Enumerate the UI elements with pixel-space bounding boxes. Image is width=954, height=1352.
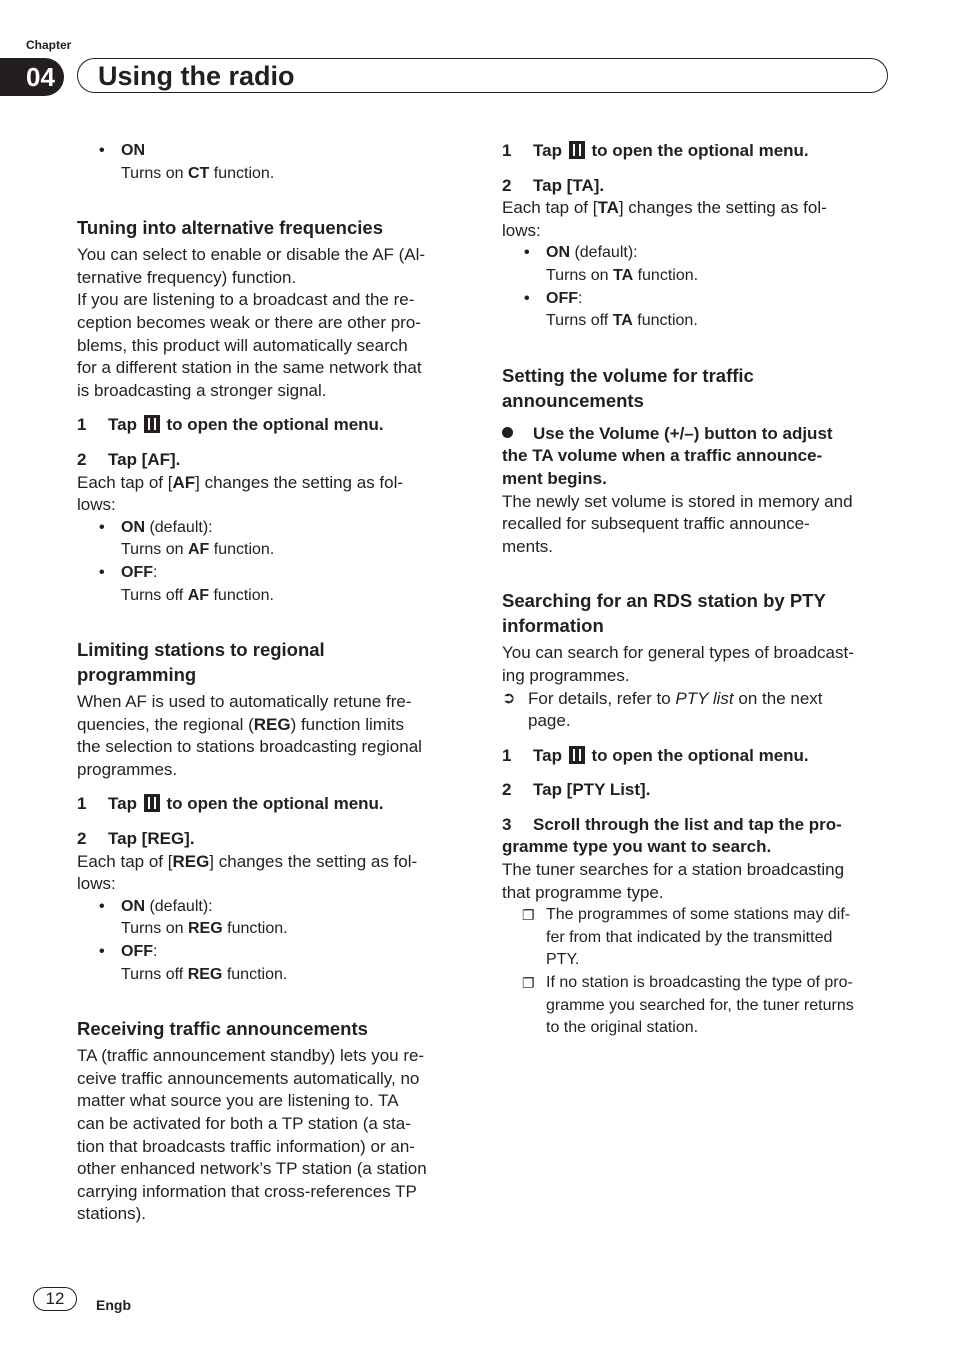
ct-on-desc: Turns on CT function. <box>121 164 275 182</box>
pty-body: You can search for general types of broadcast- ing programmes. <box>502 643 854 685</box>
af-off-desc: Turns off AF function. <box>121 586 274 604</box>
arrow-icon: ➲ <box>502 689 516 707</box>
ct-on-bullet <box>99 140 467 163</box>
left-column <box>77 140 467 1226</box>
reg-step-2: 2 Tap [REG]. <box>77 829 195 849</box>
page-number: 12 <box>33 1287 77 1311</box>
reg-each: Each tap of [REG] changes the setting as fol- lows: <box>77 851 418 894</box>
pty-note-1: ❐ The programmes of some stations may dif- fer from that indicated by the transmitted PTY. <box>522 904 892 972</box>
language-code: Engb <box>96 1297 131 1313</box>
ta-off-desc: Turns off TA function. <box>546 312 698 330</box>
pty-step-2: 2 Tap [PTY List]. <box>502 780 651 800</box>
options-menu-icon <box>569 746 585 764</box>
reg-off-bullet: • OFF: <box>99 943 158 961</box>
ta-step-1: 1 Tap to open the optional menu. <box>502 141 809 160</box>
pty-heading: Searching for an RDS station by PTY information <box>502 590 826 637</box>
ta-heading: Receiving traffic announcements <box>77 1018 368 1040</box>
af-each: Each tap of [AF] changes the setting as fol- lows: <box>77 472 404 515</box>
ta-step-2: 2 Tap [TA]. <box>502 175 605 195</box>
pty-step-3: 3 Scroll through the list and tap the pro- gramme type you want to search. <box>502 814 842 857</box>
bullet-icon <box>502 427 513 438</box>
bullet-icon: • <box>99 142 105 159</box>
af-on-bullet: • ON (default): <box>99 518 213 536</box>
ta-off-bullet: • OFF: <box>524 289 583 307</box>
ta-each: Each tap of [TA] changes the setting as fol- lows: <box>502 198 827 240</box>
pty-reference: ➲ For details, refer to PTY list on the next page. <box>502 688 892 733</box>
pty-list-link[interactable]: PTY list <box>675 688 734 708</box>
af-heading: Tuning into alternative frequencies <box>77 217 383 239</box>
reg-on-bullet: • ON (default): <box>99 897 213 915</box>
ta-on-desc: Turns on TA function. <box>546 266 699 284</box>
volume-body: The newly set volume is stored in memory and recalled for subsequent traffic announce- ments. <box>502 491 853 556</box>
volume-instruction: Use the Volume (+/–) button to adjust the TA volume when a traffic announce- ment begins. <box>502 423 833 488</box>
chapter-label: Chapter <box>26 38 72 52</box>
volume-heading: Setting the volume for traffic announcements <box>502 364 754 411</box>
reg-off-desc: Turns off REG function. <box>121 965 288 983</box>
page-title: Using the radio <box>98 61 295 91</box>
pty-desc: The tuner searches for a station broadcasting that programme type. <box>502 860 845 902</box>
options-menu-icon <box>144 415 160 433</box>
af-on-desc: Turns on AF function. <box>121 541 275 559</box>
reg-heading: Limiting stations to regional programming <box>77 639 325 686</box>
right-column <box>502 140 892 1040</box>
af-step-2: 2 Tap [AF]. <box>77 449 181 469</box>
pty-step-1: 1 Tap to open the optional menu. <box>502 745 809 765</box>
checkbox-icon: ❐ <box>522 907 535 924</box>
options-menu-icon <box>144 794 160 812</box>
af-off-bullet: • OFF: <box>99 563 158 581</box>
af-step-1: 1 Tap to open the optional menu. <box>77 415 384 435</box>
options-menu-icon <box>569 141 585 159</box>
checkbox-icon: ❐ <box>522 975 535 992</box>
option-label: ON <box>121 142 145 159</box>
pty-note-2: ❐ If no station is broadcasting the type of pro- gramme you searched for, the tuner returns to the original station. <box>522 972 892 1040</box>
ta-body: TA (traffic announcement standby) lets you re- ceive traffic announcements automatically, no matter what source you are listening to. TA can be activated for both a TP station (a sta- tion that broadcasts traffic information) or an- other enhanced network’s TP station (a station carrying information that cross-references TP stations). <box>77 1046 427 1224</box>
reg-on-desc: Turns on REG function. <box>121 920 288 938</box>
ta-on-bullet: • ON (default): <box>524 244 638 262</box>
reg-step-1: 1 Tap to open the optional menu. <box>77 794 384 814</box>
chapter-number: 04 <box>0 58 64 96</box>
af-body: You can select to enable or disable the AF (Al- ternative frequency) function. If you are listening to a broadcast and the re- ception becomes weak or there are other pro- blems, this product will automatically search for a different station in the same network that is broadcasting a stronger signal. <box>77 245 426 400</box>
reg-body: When AF is used to automatically retune fre- quencies, the regional (REG) function limits the selection to stations broadcasting regional programmes. <box>77 692 422 779</box>
title-bar <box>77 58 888 93</box>
